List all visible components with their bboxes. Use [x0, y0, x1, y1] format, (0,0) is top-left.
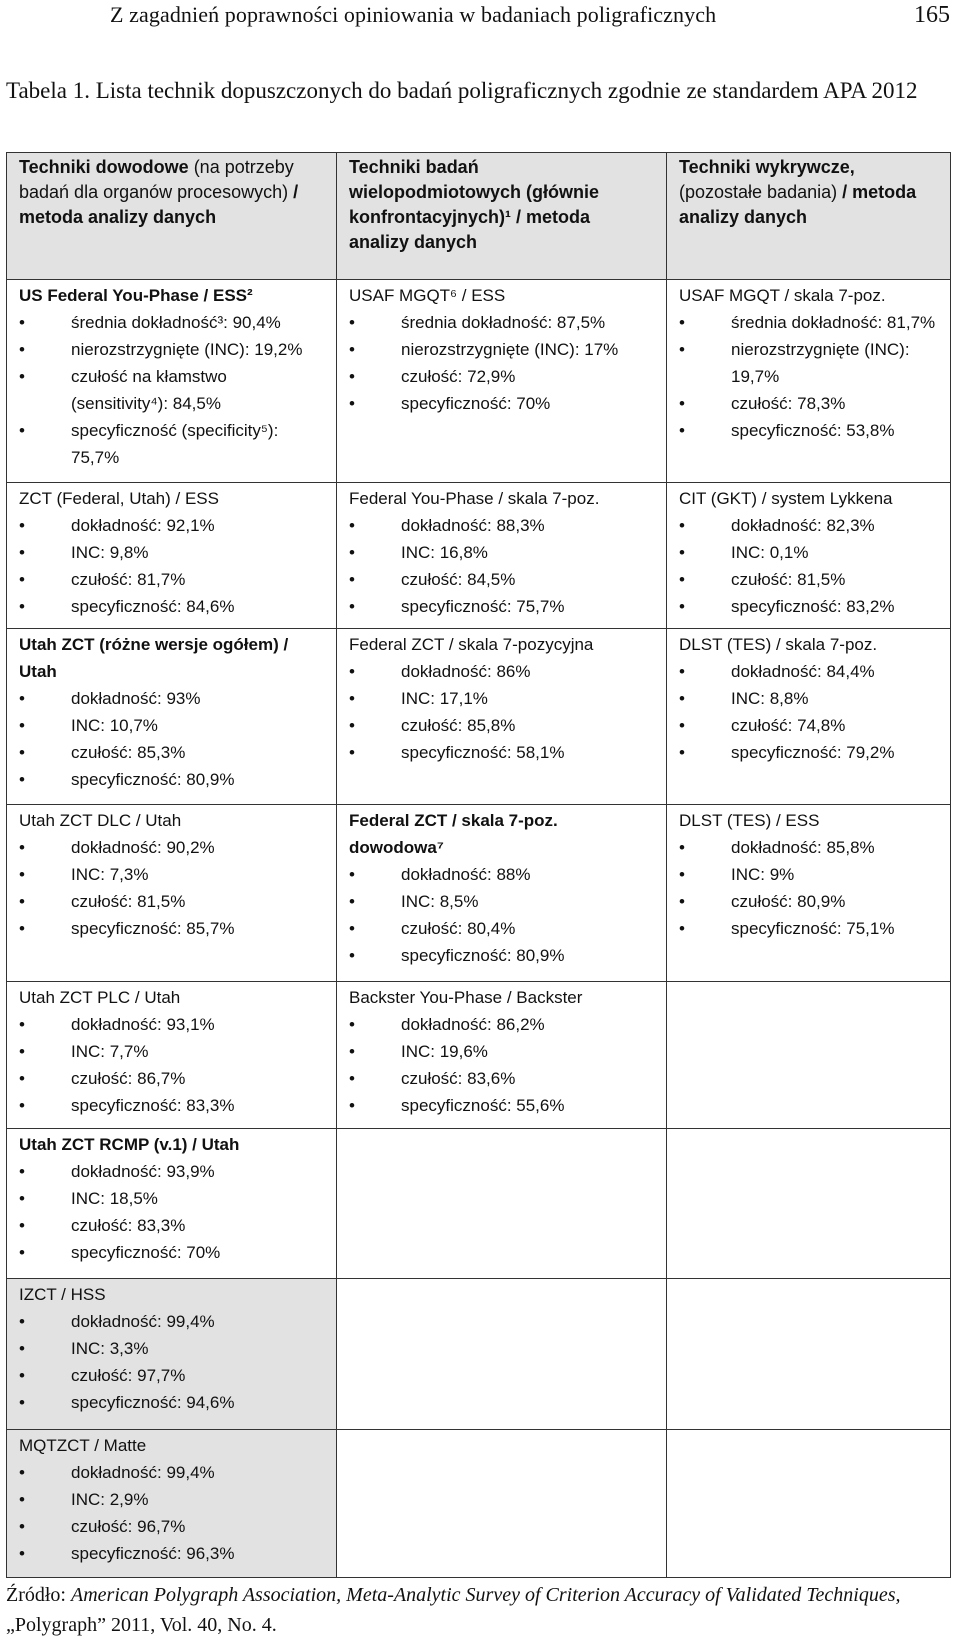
- metrics-list: [19, 685, 324, 793]
- metrics-list: [349, 1011, 654, 1119]
- column-header-text: / metoda analizy danych: [19, 182, 299, 227]
- metric-item: • dokładność: 92,1%: [19, 512, 324, 539]
- table-cell: [7, 482, 337, 628]
- technique-title: Utah ZCT PLC / Utah: [19, 988, 181, 1008]
- empty-cell: [337, 1128, 667, 1278]
- metrics-list: [19, 1308, 324, 1416]
- metric-item: • specyficzność: 58,1%: [349, 739, 654, 766]
- technique-title: Utah ZCT RCMP (v.1) / Utah: [19, 1134, 240, 1154]
- technique-title: DLST (TES) / skala 7-poz.: [679, 635, 878, 655]
- metric-item: • specyficzność: 75,1%: [679, 915, 938, 942]
- metric-item: • czułość: 84,5%: [349, 566, 654, 593]
- metric-item: • INC: 8,5%: [349, 888, 654, 915]
- metric-item: • INC: 10,7%: [19, 712, 324, 739]
- running-title: Z zagadnień poprawności opiniowania w badaniach poligraficznych: [110, 2, 717, 27]
- technique-title: DLST (TES) / ESS: [679, 810, 820, 830]
- metrics-list: [19, 309, 324, 471]
- table-cell: [7, 804, 337, 982]
- metric-item: • specyficzność: 94,6%: [19, 1389, 324, 1416]
- metric-item: • dokładność: 93,9%: [19, 1158, 324, 1185]
- empty-cell: [667, 1279, 951, 1429]
- table-cell: [667, 280, 951, 483]
- metric-item: • specyficzność: 83,3%: [19, 1092, 324, 1119]
- metric-item: • nierozstrzygnięte (INC): 17%: [349, 336, 654, 363]
- metric-item: • specyficzność: 96,3%: [19, 1540, 324, 1567]
- metric-item: • INC: 7,7%: [19, 1038, 324, 1065]
- metric-item: • czułość: 80,4%: [349, 915, 654, 942]
- table-cell: [337, 629, 667, 805]
- metric-item: • czułość: 74,8%: [679, 712, 938, 739]
- metric-item: • średnia dokładność: 81,7%: [679, 309, 938, 336]
- table-cell: [7, 1128, 337, 1278]
- source-note: [6, 1580, 950, 1640]
- technique-title: USAF MGQT⁶ / ESS: [349, 286, 506, 305]
- technique-title: Utah ZCT DLC / Utah: [19, 810, 182, 830]
- empty-cell: [337, 1429, 667, 1577]
- metric-item: • czułość: 72,9%: [349, 363, 654, 390]
- table-row: [7, 1279, 951, 1429]
- metric-item: • INC: 8,8%: [679, 685, 938, 712]
- metric-item: • nierozstrzygnięte (INC): 19,7%: [679, 336, 938, 390]
- source-publication: „Polygraph” 2011, Vol. 40, No. 4.: [6, 1614, 277, 1636]
- empty-cell: [667, 982, 951, 1128]
- metric-item: • dokładność: 90,2%: [19, 834, 324, 861]
- table-cell: [337, 804, 667, 982]
- metric-item: • dokładność: 99,4%: [19, 1308, 324, 1335]
- table-caption: Tabela 1. Lista technik dopuszczonych do badań poligraficznych zgodnie ze standardem APA 2012: [6, 78, 918, 103]
- column-header-text: Techniki dowodowe: [19, 157, 194, 177]
- page-header: [0, 0, 960, 34]
- page-number: 165: [914, 2, 950, 28]
- metric-item: • czułość: 81,7%: [19, 566, 324, 593]
- table-cell: [7, 1279, 337, 1429]
- technique-title: Utah ZCT (różne wersje ogółem) / Utah: [19, 635, 289, 682]
- metric-item: • czułość: 78,3%: [679, 390, 938, 417]
- metric-item: • specyficzność: 75,7%: [349, 593, 654, 620]
- metrics-list: [19, 1011, 324, 1119]
- table-cell: [7, 629, 337, 805]
- metric-item: • specyficzność (specificity⁵): 75,7%: [19, 417, 324, 471]
- metric-item: • INC: 19,6%: [349, 1038, 654, 1065]
- metric-item: • INC: 7,3%: [19, 861, 324, 888]
- metric-item: • INC: 17,1%: [349, 685, 654, 712]
- table-cell: [7, 280, 337, 483]
- metric-item: • dokładność: 99,4%: [19, 1459, 324, 1486]
- metric-item: • specyficzność: 55,6%: [349, 1092, 654, 1119]
- empty-cell: [667, 1429, 951, 1577]
- metric-item: • dokładność: 84,4%: [679, 658, 938, 685]
- metric-item: • specyficzność: 53,8%: [679, 417, 938, 444]
- column-header-text: / metoda analizy danych: [679, 182, 917, 227]
- metric-item: • specyficzność: 84,6%: [19, 593, 324, 620]
- table-row: [7, 1128, 951, 1278]
- column-header-text: (na potrzeby badań dla organów procesowych): [19, 157, 294, 202]
- technique-title: CIT (GKT) / system Lykkena: [679, 488, 893, 508]
- metric-item: • specyficzność: 79,2%: [679, 739, 938, 766]
- metric-item: • średnia dokładność³: 90,4%: [19, 309, 324, 336]
- metric-item: • INC: 18,5%: [19, 1185, 324, 1212]
- metric-item: • czułość: 83,6%: [349, 1065, 654, 1092]
- metric-item: • czułość na kłamstwo (sensitivity⁴): 84,5%: [19, 363, 324, 417]
- metric-item: • czułość: 81,5%: [679, 566, 938, 593]
- metric-item: • średnia dokładność: 87,5%: [349, 309, 654, 336]
- metric-item: • dokładność: 88,3%: [349, 512, 654, 539]
- technique-title: Backster You-Phase / Backster: [349, 988, 583, 1008]
- metric-item: • nierozstrzygnięte (INC): 19,2%: [19, 336, 324, 363]
- table-row: [7, 804, 951, 982]
- table-row: [7, 982, 951, 1128]
- table-row: [7, 629, 951, 805]
- table-cell: [337, 482, 667, 628]
- metric-item: • specyficzność: 80,9%: [19, 766, 324, 793]
- metric-item: • dokładność: 86%: [349, 658, 654, 685]
- empty-cell: [667, 1128, 951, 1278]
- table-row: [7, 1429, 951, 1577]
- metric-item: • INC: 2,9%: [19, 1486, 324, 1513]
- metric-item: • dokładność: 85,8%: [679, 834, 938, 861]
- metric-item: • czułość: 85,8%: [349, 712, 654, 739]
- metric-item: • INC: 16,8%: [349, 539, 654, 566]
- column-header-text: (pozostałe badania): [679, 182, 843, 202]
- column-header-text: Techniki badań wielopodmiotowych (głównie konfrontacyjnych)¹ / metoda analizy danych: [349, 157, 599, 252]
- metric-item: • czułość: 96,7%: [19, 1513, 324, 1540]
- metric-item: • dokładność: 86,2%: [349, 1011, 654, 1038]
- technique-title: USAF MGQT / skala 7-poz.: [679, 286, 886, 305]
- metrics-list: [349, 512, 654, 620]
- metrics-list: [679, 309, 938, 444]
- metric-item: • czułość: 81,5%: [19, 888, 324, 915]
- empty-cell: [337, 1279, 667, 1429]
- metrics-list: [19, 834, 324, 942]
- column-header-text: Techniki wykrywcze,: [679, 157, 855, 177]
- metric-item: • INC: 9,8%: [19, 539, 324, 566]
- metric-item: • dokładność: 93%: [19, 685, 324, 712]
- metric-item: • czułość: 80,9%: [679, 888, 938, 915]
- table-row: [7, 482, 951, 628]
- metrics-list: [679, 658, 938, 766]
- metric-item: • INC: 0,1%: [679, 539, 938, 566]
- metric-item: • czułość: 86,7%: [19, 1065, 324, 1092]
- column-header: [7, 153, 337, 280]
- source-title: American Polygraph Association, Meta-Analytic Survey of Criterion Accuracy of Validated Techniques,: [71, 1584, 901, 1606]
- metric-item: • specyficzność: 83,2%: [679, 593, 938, 620]
- metric-item: • specyficzność: 85,7%: [19, 915, 324, 942]
- metric-item: • czułość: 85,3%: [19, 739, 324, 766]
- metric-item: • czułość: 97,7%: [19, 1362, 324, 1389]
- metrics-list: [349, 658, 654, 766]
- table-cell: [7, 982, 337, 1128]
- column-header: [337, 153, 667, 280]
- metrics-list: [19, 1158, 324, 1266]
- table-cell: [667, 629, 951, 805]
- table-header-row: [7, 153, 951, 280]
- table-row: [7, 280, 951, 483]
- metric-item: • INC: 9%: [679, 861, 938, 888]
- metrics-list: [679, 512, 938, 620]
- technique-title: MQTZCT / Matte: [19, 1435, 147, 1455]
- metric-item: • specyficzność: 70%: [349, 390, 654, 417]
- metric-item: • dokładność: 88%: [349, 861, 654, 888]
- table-cell: [667, 804, 951, 982]
- technique-title: Federal You-Phase / skala 7-poz.: [349, 488, 600, 508]
- technique-title: US Federal You-Phase / ESS²: [19, 286, 253, 305]
- metrics-list: [349, 309, 654, 417]
- metric-item: • dokładność: 93,1%: [19, 1011, 324, 1038]
- table-cell: [337, 280, 667, 483]
- metric-item: • specyficzność: 70%: [19, 1239, 324, 1266]
- techniques-table: [6, 152, 951, 1578]
- metric-item: • dokładność: 82,3%: [679, 512, 938, 539]
- metrics-list: [19, 512, 324, 620]
- technique-title: Federal ZCT / skala 7-poz. dowodowa⁷: [349, 810, 558, 857]
- table-cell: [337, 982, 667, 1128]
- source-label: Źródło:: [6, 1584, 71, 1606]
- metrics-list: [19, 1459, 324, 1567]
- technique-title: IZCT / HSS: [19, 1285, 106, 1305]
- metrics-list: [679, 834, 938, 942]
- technique-title: Federal ZCT / skala 7-pozycyjna: [349, 635, 594, 655]
- column-header: [667, 153, 951, 280]
- metric-item: • INC: 3,3%: [19, 1335, 324, 1362]
- metrics-list: [349, 861, 654, 969]
- metric-item: • czułość: 83,3%: [19, 1212, 324, 1239]
- table-cell: [667, 482, 951, 628]
- table-cell: [7, 1429, 337, 1577]
- technique-title: ZCT (Federal, Utah) / ESS: [19, 488, 219, 508]
- metric-item: • specyficzność: 80,9%: [349, 942, 654, 969]
